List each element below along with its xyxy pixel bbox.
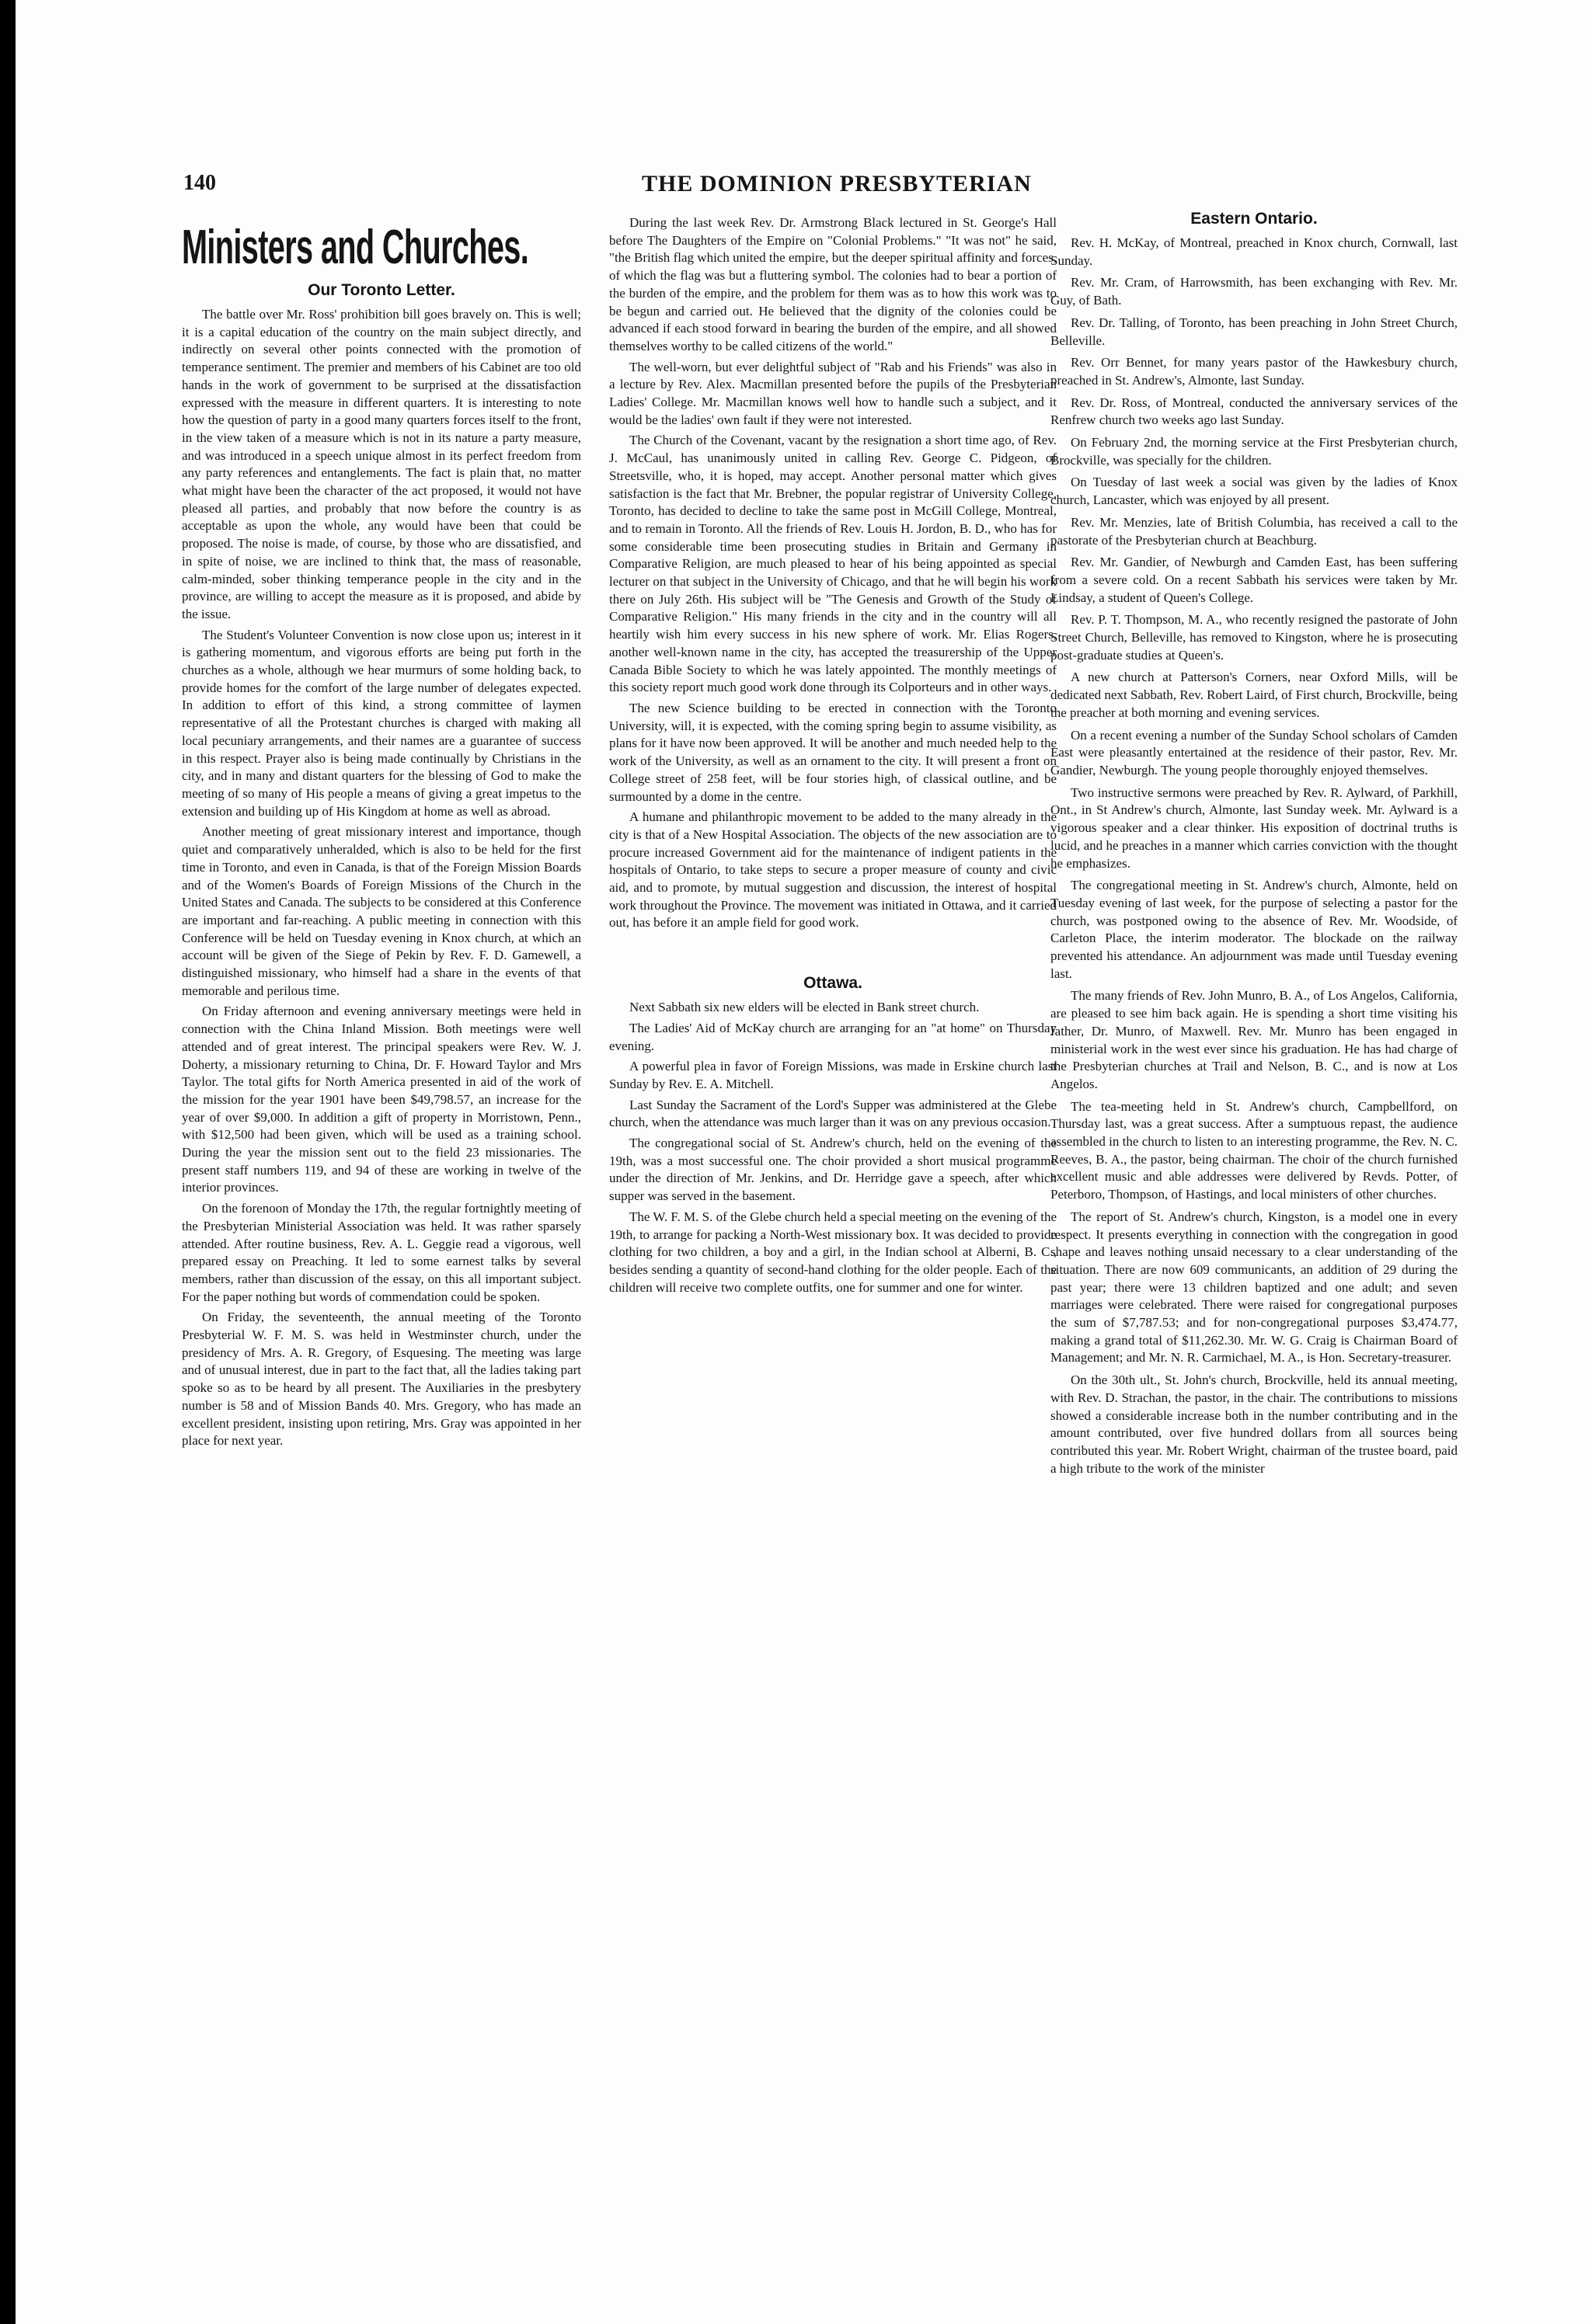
ottawa-paragraph: Last Sunday the Sacrament of the Lord's Supper was administered at the Glebe church, when the attendance was much larger than it was on any previous occasion. [609,1097,1057,1130]
toronto-paragraph: On the forenoon of Monday the 17th, the regular fortnightly meeting of the Presbyterian Ministerial Association was held. It was rather sparsely attended. After routine business, Rev. A. L. Geggie read a vigorous, well prepared essay on Preaching. It led to some earnest talks by several members, rather than discussion of the essay, on this all important subject. For the paper nothing but words of commendation could be spoken. [182,1201,581,1304]
scan-border [0,0,16,2324]
ottawa-paragraph: The congregational social of St. Andrew's church, held on the evening of the 19th, was a most successful one. The choir provided a short musical programme under the direction of Mr. Jenkins, and Dr. Herridge gave a speech, after which supper was served in the basement. [609,1136,1057,1204]
eastern-paragraph: The many friends of Rev. John Munro, B. A., of Los Angelos, California, are pleased to see him back again. He is spending a short time visiting his father, Dr. Munro, of Maxwell. Rev. Mr. Munro has been engaged in ministerial work in the west ever since his graduation. He has had charge of the Presbyterian churches at Trail and Nelson, B. C., and is now at Los Angelos. [1050,988,1458,1091]
eastern-paragraph: The tea-meeting held in St. Andrew's church, Campbellford, on Thursday last, was a great success. After a sumptuous repast, the audience assembled in the church to listen to an interesting programme, the Rev. N. C. Reeves, B. A., the pastor, being chairman. The choir of the church furnished excellent music and able addresses were delivered by Revds. Potter, of Peterboro, Thompson, of Hastings, and local ministers of other churches. [1050,1098,1458,1202]
column-middle [609,205,1057,1299]
ottawa-paragraph: The W. F. M. S. of the Glebe church held a special meeting on the evening of the 19th, to arrange for packing a North-West missionary box. It was decided to provide clothing for two children, a boy and a girl, in the Indian school at Alberni, B. C., besides sending a quantity of second-hand clothing for the older people. Each of the children will receive two complete outfits, one for summer and one for winter. [609,1209,1057,1295]
article-paragraph: The well-worn, but ever delightful subject of "Rab and his Friends" was also in a lecture by Rev. Alex. Macmillan presented before the pupils of the Presbyterian Ladies' College. Mr. Macmillan knows well how to handle such a subject, and it would be the ladies' own fault if they were not interested. [609,359,1057,427]
toronto-paragraph: Another meeting of great missionary interest and importance, though quiet and comparatively unheralded, which is also to be held for the first time in Toronto, and even in Canada, is that of the Foreign Mission Boards and of the Women's Boards of Foreign Missions of the Church in the United States and Canada. The subjects to be considered at this Conference are important and far-reaching. A public meeting in connection with this Conference will be held on Tuesday evening in Knox church, at which an account will be given of the Siege of Pekin by Rev. F. D. Gamewell, a distinguished missionary, who himself had a share in the events of that memorable and perilous time. [182,824,581,998]
eastern-paragraph: Two instructive sermons were preached by Rev. R. Aylward, of Parkhill, Ont., in St Andrew's church, Almonte, last Sunday week. Mr. Aylward is a vigorous speaker and a clear thinker. His exposition of doctrinal truths is lucid, and he preaches in a manner which carries conviction with the thought he emphasizes. [1050,785,1458,871]
section-title: Ministers and Churches. [182,221,529,274]
eastern-paragraph: Rev. Mr. Gandier, of Newburgh and Camden East, has been suffering from a severe cold. On a recent Sabbath his services were taken by Mr. Lindsay, a student of Queen's College. [1050,555,1458,605]
ottawa-paragraph: A powerful plea in favor of Foreign Missions, was made in Erskine church last Sunday by Rev. E. A. Mitchell. [609,1059,1057,1091]
page-header [0,171,1585,205]
article-paragraph: During the last week Rev. Dr. Armstrong Black lectured in St. George's Hall before The Daughters of the Empire on "Colonial Problems." "It was not" he said, "the British flag which united the empire, but the deeper spiritual affinity and forces, of which the flag was but a fluttering symbol. The colonies had to bear a portion of the burden of the empire, and the problem for them was as to how this work was to be begun and carried out. He believed that the dignity of the colonies could be advanced if each stood forward in bearing the burden of the empire, and all showed themselves worthy to be called citizens of the world." [609,215,1057,353]
ottawa-heading: Ottawa. [803,974,862,993]
toronto-paragraph: The battle over Mr. Ross' prohibition bill goes bravely on. This is well; it is a capital education of the country on the main subject directly, and indirectly on several other points connected with the promotion of temperance sentiment. The premier and members of his Cabinet are too old hands in the work of government to be surprised at the dissatisfaction expressed with the measure in different quarters. It is interesting to note how the question of party in a good many quarters forces itself to the front, in the view taken of a measure which is not in its nature a party measure, and was introduced in a speech unique almost in its perfect freedom from any party references and entanglements. The fact is plain that, no matter what might have been the character of the act proposed, it would not have pleased all parties, and probably that now before the country is as acceptable as upon the whole, any would have been that could be proposed. The noise is made, of course, by those who are dissatisfied, and in spite of noise, we are inclined to think that, the mass of reasonable, calm-minded, sober thinking temperance people in the city and in the province, are willing to accept the measure as it is proposed, and abide by the issue. [182,307,581,621]
eastern-paragraph: The report of St. Andrew's church, Kingston, is a model one in every respect. It presents everything in connection with the congregation in good shape and leaves nothing unsaid necessary to a clear understanding of the situation. There are now 609 communicants, an addition of 29 during the past year; there were 13 children baptized and one adult; and seven marriages were celebrated. There were raised for congregational purposes the sum of $7,787.53; and for non-congregational purposes $3,474.77, making a grand total of $11,262.30. Mr. W. G. Craig is Chairman Board of Management; and Mr. N. R. Carmichael, M. A., is Hon. Secretary-treasurer. [1050,1209,1458,1366]
column-right [1050,205,1458,1482]
toronto-heading: Our Toronto Letter. [308,281,455,299]
article-paragraph: A humane and philanthropic movement to be added to the many already in the city is that of a New Hospital Association. The objects of the new association are to procure increased Government aid for the maintenance of indigent patients in the hospitals of Ontario, to take steps to secure a proper measure of county and civic aid, and to promote, by mutual suggestion and discussion, the interest of hospital work throughout the Province. The movement was initiated in Ottawa, and it carried out, has before it an ample field for good work. [609,809,1057,931]
eastern-paragraph: Rev. Mr. Menzies, late of British Columbia, has received a call to the pastorate of the Presbyterian church at Beachburg. [1050,514,1458,548]
eastern-paragraph: Rev. H. McKay, of Montreal, preached in Knox church, Cornwall, last Sunday. [1050,235,1458,268]
eastern-paragraph: Rev. P. T. Thompson, M. A., who recently resigned the pastorate of John Street Church, Belleville, has removed to Kingston, where he is prosecuting post-graduate studies at Queen's. [1050,612,1458,663]
eastern-paragraph: On Tuesday of last week a social was given by the ladies of Knox church, Lancaster, which was enjoyed by all present. [1050,475,1458,508]
page-number: 140 [183,171,216,195]
eastern-paragraph: On February 2nd, the morning service at the First Presbyterian church, Brockville, was specially for the children. [1050,435,1458,468]
article-paragraph: The Church of the Covenant, vacant by the resignation a short time ago, of Rev. J. McCaul, has unanimously united in calling Rev. George C. Pidgeon, of Streetsville, who, it is hoped, may accept. Another personal matter which gives satisfaction is the fact that Mr. Brebner, the popular registrar of University College, Toronto, has decided to decline to take the same post in McGill College, Montreal, and to remain in Toronto. All the friends of Rev. Louis H. Jordon, B. D., who has for some considerable time been prosecuting studies in Britain and Germany in Comparative Religion, are much pleased to hear of his being appointed as special lecturer on that subject in the University of Chicago, and that he will begin his work there on July 26th. His subject will be "The Genesis and Growth of the Study of Comparative Religion." His many friends in the city and in the country will all heartily wish him every success in his new sphere of work. Mr. Elias Rogers, another well-known name in the city, has accepted the treasurership of the Upper Canada Bible Society to which he was lately appointed. The monthly meetings of this society report much good work done through its Colporteurs and in other ways. [609,433,1057,695]
eastern-paragraph: Rev. Mr. Cram, of Harrowsmith, has been exchanging with Rev. Mr. Guy, of Bath. [1050,275,1458,308]
eastern-paragraph: The congregational meeting in St. Andrew's church, Almonte, held on Tuesday evening of last week, for the purpose of selecting a pastor for the church, was postponed owing to the absence of Rev. Mr. Woodside, of Carleton Place, the interim moderator. The blockade on the railway prevented his attendance. An adjournment was made until Tuesday evening last. [1050,878,1458,981]
toronto-paragraph: On Friday afternoon and evening anniversary meetings were held in connection with the China Inland Mission. Both meetings were well attended and of great interest. The principal speakers were Rev. W. J. Doherty, a missionary returning to China, Dr. F. Howard Taylor and Mrs Taylor. The total gifts for North America presented in aid of the work of the mission for the year 1901 have been $49,798.57, an increase for the year of over $9,000. In addition a gift of property in Morristown, Penn., with $12,500 had been given, which will be used as a training school. During the year the mission sent out to the field 23 missionaries. The present staff numbers 119, and 94 of these are working in twelve of the interior provinces. [182,1004,581,1195]
eastern-paragraph: A new church at Patterson's Corners, near Oxford Mills, will be dedicated next Sabbath, Rev. Robert Laird, of First church, Brockville, being the preacher at both morning and evening services. [1050,670,1458,720]
running-title: THE DOMINION PRESBYTERIAN [642,171,1032,197]
ottawa-paragraph: The Ladies' Aid of McKay church are arranging for an "at home" on Thursday evening. [609,1020,1057,1053]
eastern-ontario-heading: Eastern Ontario. [1190,210,1318,228]
ottawa-paragraph: Next Sabbath six new elders will be elected in Bank street church. [629,1000,980,1015]
article-paragraph: The new Science building to be erected in connection with the Toronto University, will, it is expected, with the coming spring begin to assume visibility, as plans for it have now been approved. It will be another and much needed help to the work of the University, as well as an ornament to the city. It will present a front on College street of 258 feet, will be four stories high, of classical outline, and be surmounted by a dome in the centre. [609,700,1057,804]
toronto-paragraph: The Student's Volunteer Convention is now close upon us; interest in it is gathering momentum, and vigorous efforts are being put forth in the churches as a whole, although we hear murmurs of some holding back, to provide homes for the comfort of the large number of delegates expected. In addition to effort of this kind, a strong committee of laymen representative of all the Protestant churches is charged with making all local pecuniary arrangements, and their names are a guarantee of success in this respect. Prayer also is being made continually by Christians in the city, and in many and distant quarters for the blessing of God to make the meeting of so many of His people a means of giving a great impetus to the extension and building up of His Kingdom at home as well as abroad. [182,627,581,819]
eastern-paragraph: Rev. Dr. Talling, of Toronto, has been preaching in John Street Church, Belleville. [1050,315,1458,348]
eastern-paragraph: On the 30th ult., St. John's church, Brockville, held its annual meeting, with Rev. D. Strachan, the pastor, in the chair. The contributions to missions showed a considerable increase both in the number contributing and in the amount contributed, over five hundred dollars from all sources being contributed this year. Mr. Robert Wright, chairman of the trustee board, paid a high tribute to the work of the minister [1050,1372,1458,1476]
toronto-paragraph: On Friday, the seventeenth, the annual meeting of the Toronto Presbyterial W. F. M. S. was held in Westminster church, under the presidency of Mrs. A. R. Gregory, of Esquesing. The meeting was large and of unusual interest, due in part to the fact that, all the ladies taking part spoke so as to be heard by all present. The Auxiliaries in the presbytery number is 58 and of Mission Bands 40. Mrs. Gregory, who has made an excellent president, insisting upon retiring, Mrs. Gray was appointed in her place for next year. [182,1310,581,1449]
eastern-paragraph: Rev. Dr. Ross, of Montreal, conducted the anniversary services of the Renfrew church two weeks ago last Sunday. [1050,395,1458,428]
eastern-paragraph: Rev. Orr Bennet, for many years pastor of the Hawkesbury church, preached in St. Andrew's, Almonte, last Sunday. [1050,355,1458,388]
eastern-paragraph: On a recent evening a number of the Sunday School scholars of Camden East were pleasantly entertained at the residence of their pastor, Rev. Mr. Gandier, Newburgh. The young people thoroughly enjoyed themselves. [1050,727,1458,778]
column-left [182,205,581,1453]
